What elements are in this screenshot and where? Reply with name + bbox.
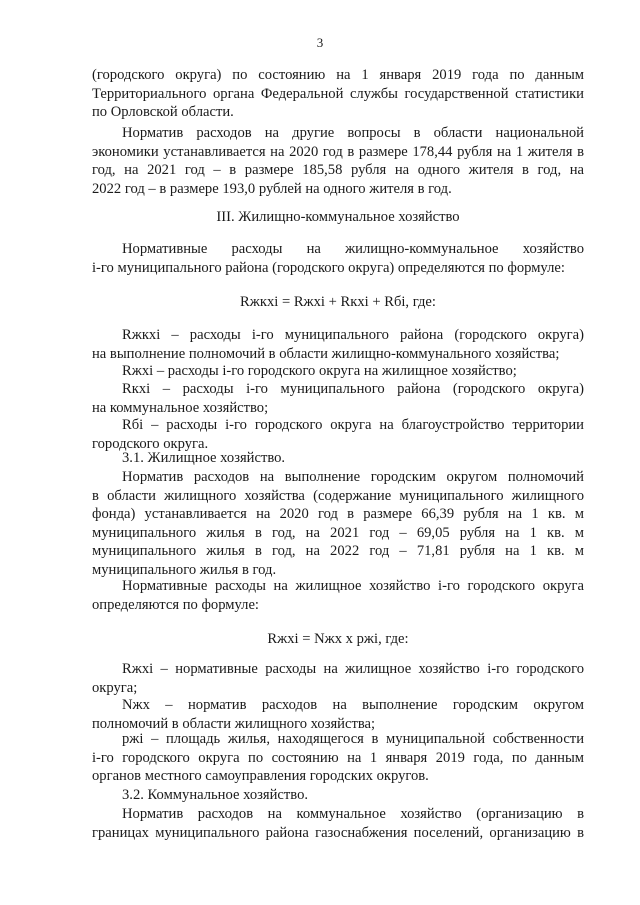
text-line: Rкхi – расходы i-го муниципального района (городского округа) <box>122 381 584 397</box>
text-line: Rбi – расходы i-го городского округа на благоустройство территории <box>122 417 584 433</box>
text-line: Территориального органа Федеральной службы государственной статистики <box>92 85 584 102</box>
text-line: на коммунальное хозяйство; <box>92 399 269 416</box>
text-line: экономики устанавливается на 2020 год в размере 178,44 рубля на 1 жителя в <box>92 143 584 160</box>
text-line: Rжкхi – расходы i-го муниципального района (городского округа) <box>122 327 584 343</box>
text-line: округа; <box>92 679 138 696</box>
text-line: на выполнение полномочий в области жилищно-коммунального хозяйства; <box>92 345 560 362</box>
section-heading: III. Жилищно-коммунальное хозяйство <box>216 209 460 225</box>
paragraph-economy-norm <box>92 124 584 198</box>
subsection-housing <box>92 449 584 468</box>
text-line: муниципального жилья в год. <box>92 561 277 578</box>
paragraph-housing-intro <box>92 240 584 277</box>
text-line: фонда) устанавливается на 2020 год в размере 66,39 рубля на 1 кв. м <box>92 506 584 523</box>
paragraph-population-source <box>92 66 584 122</box>
definition-rkhi <box>92 380 584 417</box>
definition-rzhhi <box>92 362 584 381</box>
definition-rzhhi-2 <box>92 660 584 697</box>
text-line: Нормативные расходы на жилищное хозяйство i-го городского округа <box>122 578 584 594</box>
text-line: Норматив расходов на выполнение городским округом полномочий <box>122 469 584 485</box>
text-line: Rжхi – расходы i-го городского округа на жилищное хозяйство; <box>122 363 517 379</box>
text-line: Норматив расходов на другие вопросы в области национальной <box>122 125 584 141</box>
paragraph-housing-norm <box>92 468 584 580</box>
text-line: городского округа. <box>92 435 209 452</box>
text-line: Rжхi – нормативные расходы на жилищное хозяйство i-го городского <box>122 661 584 677</box>
text-line: границах муниципального района газоснабжения поселений, организацию в <box>92 824 584 841</box>
text-line: полномочий в области жилищного хозяйства; <box>92 715 376 732</box>
text-line: i-го городского округа по состоянию на 1 января 2019 года, по данным <box>92 749 584 766</box>
text-line: 3.1. Жилищное хозяйство. <box>122 450 286 466</box>
text-line: 2022 год – в размере 193,0 рублей на одного жителя в год. <box>92 180 452 197</box>
text-line: определяются по формуле: <box>92 596 259 613</box>
page-number: 3 <box>316 35 324 50</box>
text-line: ржi – площадь жилья, находящегося в муниципальной собственности <box>122 731 584 747</box>
text-line: (городского округа) по состоянию на 1 января 2019 года по данным <box>92 67 584 83</box>
text-line: i-го муниципального района (городского округа) определяются по формуле: <box>92 259 565 276</box>
text-line: в области жилищного хозяйства (содержание муниципального жилищного <box>92 487 584 504</box>
formula-housing: Rжхi = Nжх x ржi, где: <box>267 631 409 647</box>
definition-rbi <box>92 416 584 453</box>
text-line: Нормативные расходы на жилищно-коммунальное хозяйство <box>122 241 584 257</box>
paragraph-utilities-norm <box>92 805 584 842</box>
paragraph-housing-formula-intro <box>92 577 584 614</box>
definition-rzhi <box>92 730 584 786</box>
text-line: муниципального жилья в год, на 2022 год – 71,81 рубля на 1 кв. м <box>92 543 584 560</box>
text-line: Норматив расходов на коммунальное хозяйство (организацию в <box>122 806 584 822</box>
text-line: муниципального жилья в год, на 2021 год – 69,05 рубля на 1 кв. м <box>92 524 584 541</box>
subsection-utilities <box>92 786 584 805</box>
formula-housing-utilities: Rжкхi = Rжхi + Rкхi + Rбi, где: <box>240 294 436 310</box>
text-line: по Орловской области. <box>92 104 234 121</box>
text-line: 3.2. Коммунальное хозяйство. <box>122 787 309 803</box>
definition-nzhh <box>92 696 584 733</box>
text-line: год, на 2021 год – в размере 185,58 рубля на одного жителя в год, на <box>92 162 584 179</box>
text-line: Nжх – норматив расходов на выполнение городским округом <box>122 697 584 713</box>
text-line: органов местного самоуправления городских округов. <box>92 768 429 785</box>
definition-rzhkhi <box>92 326 584 363</box>
